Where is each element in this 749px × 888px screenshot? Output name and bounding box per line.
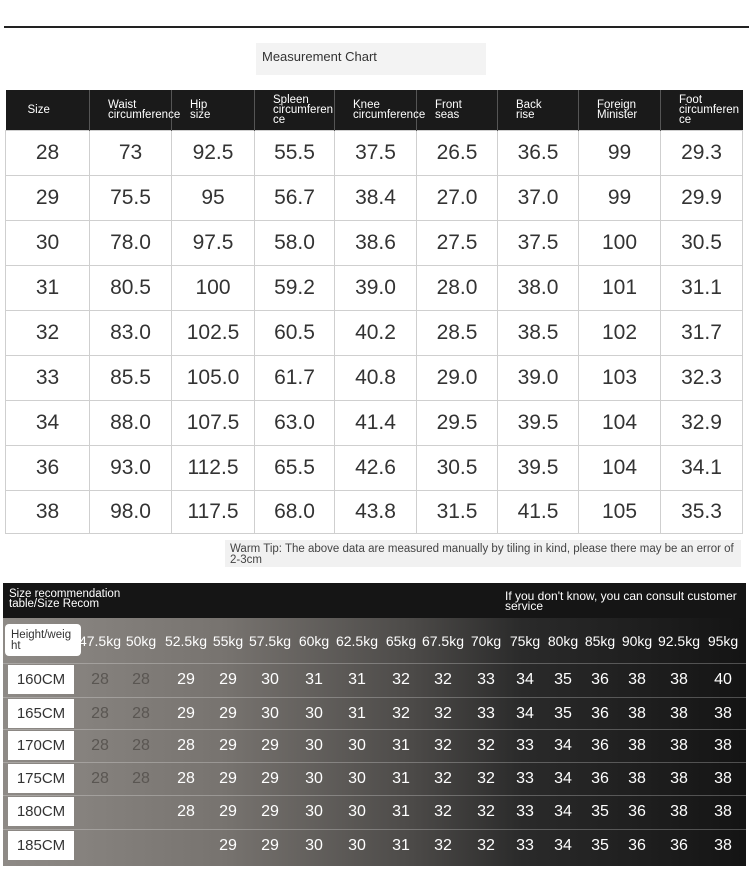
table-cell: 28.0 bbox=[417, 265, 498, 310]
table-cell: 34 bbox=[6, 400, 90, 445]
size-cell: 34 bbox=[554, 737, 572, 754]
table-cell: 29 bbox=[6, 175, 90, 220]
table-cell: 83.0 bbox=[90, 310, 172, 355]
table-cell: 41.5 bbox=[498, 490, 579, 533]
table-cell: 36 bbox=[6, 445, 90, 490]
size-cell: 30 bbox=[305, 737, 323, 754]
table-cell: 75.5 bbox=[90, 175, 172, 220]
size-cell: 28 bbox=[177, 770, 195, 787]
table-cell: 33 bbox=[6, 355, 90, 400]
table-cell: 103 bbox=[579, 355, 661, 400]
table-cell: 38.4 bbox=[335, 175, 417, 220]
column-header-text: circumferen bbox=[273, 103, 334, 116]
size-cell: 33 bbox=[516, 803, 534, 820]
table-cell: 31 bbox=[6, 265, 90, 310]
column-header-text: Foreign bbox=[597, 98, 636, 111]
size-cell: 33 bbox=[477, 671, 495, 688]
size-cell: 30 bbox=[261, 705, 279, 722]
column-header bbox=[6, 90, 90, 130]
table-cell: 63.0 bbox=[255, 400, 335, 445]
size-cell: 32 bbox=[434, 671, 452, 688]
column-header bbox=[172, 90, 255, 130]
size-cell: 32 bbox=[434, 705, 452, 722]
size-cell: 33 bbox=[516, 770, 534, 787]
size-cell: 34 bbox=[554, 837, 572, 854]
table-cell: 99 bbox=[579, 130, 661, 175]
table-cell: 30.5 bbox=[417, 445, 498, 490]
column-header-text: rise bbox=[516, 108, 535, 121]
size-cell: 35 bbox=[591, 837, 609, 854]
table-cell: 43.8 bbox=[335, 490, 417, 533]
table-cell: 29.9 bbox=[661, 175, 743, 220]
top-divider bbox=[4, 26, 749, 28]
column-header bbox=[498, 90, 579, 130]
size-cell: 29 bbox=[219, 705, 237, 722]
table-cell: 97.5 bbox=[172, 220, 255, 265]
size-cell bbox=[82, 831, 118, 861]
size-cell: 34 bbox=[554, 770, 572, 787]
table-cell: 101 bbox=[579, 265, 661, 310]
table-cell: 38.0 bbox=[498, 265, 579, 310]
column-header-text: seas bbox=[435, 108, 460, 121]
table-row bbox=[6, 265, 743, 310]
table-cell: 39.0 bbox=[335, 265, 417, 310]
size-cell: 35 bbox=[591, 803, 609, 820]
recommendation-grid bbox=[3, 618, 746, 866]
table-cell: 104 bbox=[579, 400, 661, 445]
table-cell: 105 bbox=[579, 490, 661, 533]
table-cell: 29.5 bbox=[417, 400, 498, 445]
size-cell bbox=[82, 797, 118, 827]
table-cell: 59.2 bbox=[255, 265, 335, 310]
table-row bbox=[6, 490, 743, 533]
table-cell: 31.5 bbox=[417, 490, 498, 533]
weight-header: 47.5kg bbox=[78, 633, 122, 649]
size-cell: 38 bbox=[628, 705, 646, 722]
height-label: 180CM bbox=[8, 797, 74, 826]
size-cell: 38 bbox=[670, 803, 688, 820]
size-cell: 28 bbox=[177, 803, 195, 820]
size-cell: 38 bbox=[670, 770, 688, 787]
table-cell: 35.3 bbox=[661, 490, 743, 533]
table-cell: 30.5 bbox=[661, 220, 743, 265]
table-cell: 27.5 bbox=[417, 220, 498, 265]
column-header-text: Size bbox=[27, 103, 50, 116]
table-cell: 38.5 bbox=[498, 310, 579, 355]
weight-header: 50kg bbox=[125, 633, 157, 649]
weight-header: 80kg bbox=[547, 633, 579, 649]
table-cell: 112.5 bbox=[172, 445, 255, 490]
table-cell: 36.5 bbox=[498, 130, 579, 175]
size-cell: 30 bbox=[348, 803, 366, 820]
table-cell: 30 bbox=[6, 220, 90, 265]
row-divider bbox=[3, 729, 746, 730]
size-cell: 34 bbox=[554, 803, 572, 820]
table-cell: 40.2 bbox=[335, 310, 417, 355]
column-header-text: Minister bbox=[597, 108, 638, 121]
size-cell: 28 bbox=[91, 671, 109, 688]
size-cell bbox=[123, 797, 159, 827]
row-divider bbox=[3, 663, 746, 664]
table-cell: 37.5 bbox=[335, 130, 417, 175]
size-cell: 28 bbox=[177, 737, 195, 754]
table-cell: 29.3 bbox=[661, 130, 743, 175]
weight-header: 70kg bbox=[470, 633, 502, 649]
table-cell: 39.5 bbox=[498, 445, 579, 490]
size-cell: 32 bbox=[434, 837, 452, 854]
height-label: 175CM bbox=[8, 764, 74, 793]
table-row bbox=[6, 220, 743, 265]
table-row bbox=[6, 175, 743, 220]
size-cell: 33 bbox=[477, 705, 495, 722]
table-cell: 92.5 bbox=[172, 130, 255, 175]
weight-header: 55kg bbox=[212, 633, 244, 649]
size-cell: 31 bbox=[392, 803, 410, 820]
size-cell: 36 bbox=[591, 671, 609, 688]
size-cell: 29 bbox=[261, 837, 279, 854]
size-cell: 32 bbox=[477, 837, 495, 854]
weight-header: 85kg bbox=[584, 633, 616, 649]
size-cell: 31 bbox=[348, 671, 366, 688]
size-cell: 29 bbox=[219, 770, 237, 787]
size-cell: 30 bbox=[305, 770, 323, 787]
size-cell: 28 bbox=[132, 671, 150, 688]
size-cell: 38 bbox=[628, 737, 646, 754]
table-cell: 38.6 bbox=[335, 220, 417, 265]
size-cell: 38 bbox=[714, 737, 732, 754]
table-cell: 26.5 bbox=[417, 130, 498, 175]
table-cell: 29.0 bbox=[417, 355, 498, 400]
column-header-text: Back bbox=[516, 98, 542, 111]
size-cell: 28 bbox=[132, 770, 150, 787]
weight-header: 52.5kg bbox=[164, 633, 208, 649]
size-cell: 31 bbox=[392, 837, 410, 854]
size-cell: 35 bbox=[554, 705, 572, 722]
table-cell: 55.5 bbox=[255, 130, 335, 175]
size-cell: 28 bbox=[91, 705, 109, 722]
consult-note: If you don't know, you can consult customer service bbox=[505, 589, 737, 613]
size-cell: 29 bbox=[219, 803, 237, 820]
size-cell: 29 bbox=[219, 737, 237, 754]
table-cell: 61.7 bbox=[255, 355, 335, 400]
size-cell: 38 bbox=[628, 671, 646, 688]
size-cell: 36 bbox=[628, 837, 646, 854]
size-cell: 28 bbox=[132, 705, 150, 722]
size-cell: 33 bbox=[516, 837, 534, 854]
weight-header: 95kg bbox=[707, 633, 739, 649]
table-row bbox=[6, 400, 743, 445]
size-cell: 29 bbox=[261, 737, 279, 754]
table-cell: 39.5 bbox=[498, 400, 579, 445]
size-cell: 35 bbox=[554, 671, 572, 688]
size-cell: 30 bbox=[348, 770, 366, 787]
column-header-text: Hip bbox=[190, 98, 208, 111]
column-header-text: Front bbox=[435, 98, 462, 111]
table-cell: 100 bbox=[172, 265, 255, 310]
recommendation-title: Size recommendation table/Size Recom bbox=[9, 588, 121, 610]
size-cell: 38 bbox=[714, 837, 732, 854]
size-cell: 32 bbox=[477, 803, 495, 820]
size-cell: 29 bbox=[177, 705, 195, 722]
size-cell: 33 bbox=[516, 737, 534, 754]
size-cell bbox=[168, 831, 204, 861]
weight-header: 90kg bbox=[621, 633, 653, 649]
table-row bbox=[6, 445, 743, 490]
column-header-text: ce bbox=[273, 113, 286, 126]
table-cell: 41.4 bbox=[335, 400, 417, 445]
warm-tip: Warm Tip: The above data are measured manually by tiling in kind, please there may be an error of 2-3cm bbox=[225, 540, 741, 567]
size-cell: 34 bbox=[516, 705, 534, 722]
measurement-header-row bbox=[6, 90, 743, 130]
table-cell: 93.0 bbox=[90, 445, 172, 490]
size-cell: 28 bbox=[91, 737, 109, 754]
table-cell: 78.0 bbox=[90, 220, 172, 265]
table-cell: 34.1 bbox=[661, 445, 743, 490]
column-header-text: ce bbox=[679, 113, 692, 126]
table-cell: 95 bbox=[172, 175, 255, 220]
size-cell: 36 bbox=[628, 803, 646, 820]
size-cell: 38 bbox=[714, 705, 732, 722]
size-cell: 30 bbox=[261, 671, 279, 688]
column-header-text: size bbox=[190, 108, 211, 121]
table-cell: 37.0 bbox=[498, 175, 579, 220]
table-cell: 42.6 bbox=[335, 445, 417, 490]
table-cell: 28 bbox=[6, 130, 90, 175]
column-header-text: Waist bbox=[108, 98, 137, 111]
table-cell: 117.5 bbox=[172, 490, 255, 533]
column-header bbox=[255, 90, 335, 130]
size-cell bbox=[123, 831, 159, 861]
size-cell: 32 bbox=[477, 770, 495, 787]
weight-header: 75kg bbox=[509, 633, 541, 649]
size-cell: 32 bbox=[392, 705, 410, 722]
size-cell: 30 bbox=[305, 803, 323, 820]
column-header bbox=[417, 90, 498, 130]
size-cell: 38 bbox=[670, 705, 688, 722]
column-header bbox=[335, 90, 426, 130]
table-cell: 104 bbox=[579, 445, 661, 490]
table-cell: 38 bbox=[6, 490, 90, 533]
size-cell: 30 bbox=[305, 705, 323, 722]
size-cell: 32 bbox=[477, 737, 495, 754]
size-cell: 30 bbox=[348, 737, 366, 754]
table-cell: 107.5 bbox=[172, 400, 255, 445]
size-cell: 36 bbox=[591, 705, 609, 722]
column-header bbox=[90, 90, 181, 130]
size-cell: 38 bbox=[628, 770, 646, 787]
column-header-text: circumference bbox=[353, 108, 426, 121]
table-cell: 40.8 bbox=[335, 355, 417, 400]
row-divider bbox=[3, 762, 746, 763]
height-label: 160CM bbox=[8, 665, 74, 694]
table-cell: 31.7 bbox=[661, 310, 743, 355]
table-cell: 28.5 bbox=[417, 310, 498, 355]
table-cell: 60.5 bbox=[255, 310, 335, 355]
size-cell: 38 bbox=[670, 737, 688, 754]
size-cell: 29 bbox=[261, 770, 279, 787]
measurement-chart-title: Measurement Chart bbox=[256, 43, 486, 75]
size-cell: 38 bbox=[670, 671, 688, 688]
height-weight-label: Height/weig ht bbox=[5, 624, 81, 656]
size-cell: 36 bbox=[591, 770, 609, 787]
size-cell: 31 bbox=[392, 737, 410, 754]
size-cell: 29 bbox=[261, 803, 279, 820]
row-divider bbox=[3, 829, 746, 830]
size-cell: 29 bbox=[219, 671, 237, 688]
table-cell: 100 bbox=[579, 220, 661, 265]
table-row bbox=[6, 310, 743, 355]
size-cell: 29 bbox=[177, 671, 195, 688]
size-cell: 30 bbox=[348, 837, 366, 854]
height-label: 185CM bbox=[8, 831, 74, 860]
column-header bbox=[579, 90, 661, 130]
table-cell: 85.5 bbox=[90, 355, 172, 400]
table-cell: 58.0 bbox=[255, 220, 335, 265]
size-cell: 31 bbox=[305, 671, 323, 688]
table-cell: 56.7 bbox=[255, 175, 335, 220]
size-cell: 28 bbox=[91, 770, 109, 787]
column-header-text: circumferen bbox=[679, 103, 740, 116]
column-header-text: circumference bbox=[108, 108, 181, 121]
row-divider bbox=[3, 697, 746, 698]
table-cell: 88.0 bbox=[90, 400, 172, 445]
column-header-text: Knee bbox=[353, 98, 380, 111]
table-cell: 27.0 bbox=[417, 175, 498, 220]
column-header-text: Spleen bbox=[273, 93, 309, 106]
size-cell: 32 bbox=[392, 671, 410, 688]
size-cell: 28 bbox=[132, 737, 150, 754]
size-cell: 38 bbox=[714, 803, 732, 820]
size-recommendation-table bbox=[3, 583, 746, 866]
size-cell: 32 bbox=[434, 737, 452, 754]
table-cell: 65.5 bbox=[255, 445, 335, 490]
table-cell: 31.1 bbox=[661, 265, 743, 310]
weight-header: 60kg bbox=[298, 633, 330, 649]
column-header bbox=[661, 90, 743, 130]
height-label: 165CM bbox=[8, 699, 74, 728]
weight-header: 57.5kg bbox=[248, 633, 292, 649]
table-cell: 98.0 bbox=[90, 490, 172, 533]
weight-header: 62.5kg bbox=[335, 633, 379, 649]
size-cell: 34 bbox=[516, 671, 534, 688]
weight-header: 65kg bbox=[385, 633, 417, 649]
table-cell: 39.0 bbox=[498, 355, 579, 400]
size-cell: 36 bbox=[670, 837, 688, 854]
table-cell: 102.5 bbox=[172, 310, 255, 355]
size-cell: 32 bbox=[434, 770, 452, 787]
table-cell: 99 bbox=[579, 175, 661, 220]
size-cell: 40 bbox=[714, 671, 732, 688]
size-cell: 30 bbox=[305, 837, 323, 854]
measurement-table bbox=[5, 90, 743, 534]
table-cell: 80.5 bbox=[90, 265, 172, 310]
table-cell: 68.0 bbox=[255, 490, 335, 533]
size-cell: 29 bbox=[219, 837, 237, 854]
size-cell: 38 bbox=[714, 770, 732, 787]
table-cell: 37.5 bbox=[498, 220, 579, 265]
table-cell: 73 bbox=[90, 130, 172, 175]
height-label: 170CM bbox=[8, 731, 74, 760]
weight-header: 67.5kg bbox=[421, 633, 465, 649]
size-cell: 31 bbox=[348, 705, 366, 722]
table-cell: 32.9 bbox=[661, 400, 743, 445]
column-header-text: Foot bbox=[679, 93, 703, 106]
table-cell: 102 bbox=[579, 310, 661, 355]
row-divider bbox=[3, 795, 746, 796]
table-row bbox=[6, 355, 743, 400]
table-cell: 105.0 bbox=[172, 355, 255, 400]
table-cell: 32 bbox=[6, 310, 90, 355]
size-cell: 32 bbox=[434, 803, 452, 820]
size-cell: 36 bbox=[591, 737, 609, 754]
size-cell: 31 bbox=[392, 770, 410, 787]
weight-header: 92.5kg bbox=[657, 633, 701, 649]
table-cell: 32.3 bbox=[661, 355, 743, 400]
table-row bbox=[6, 130, 743, 175]
